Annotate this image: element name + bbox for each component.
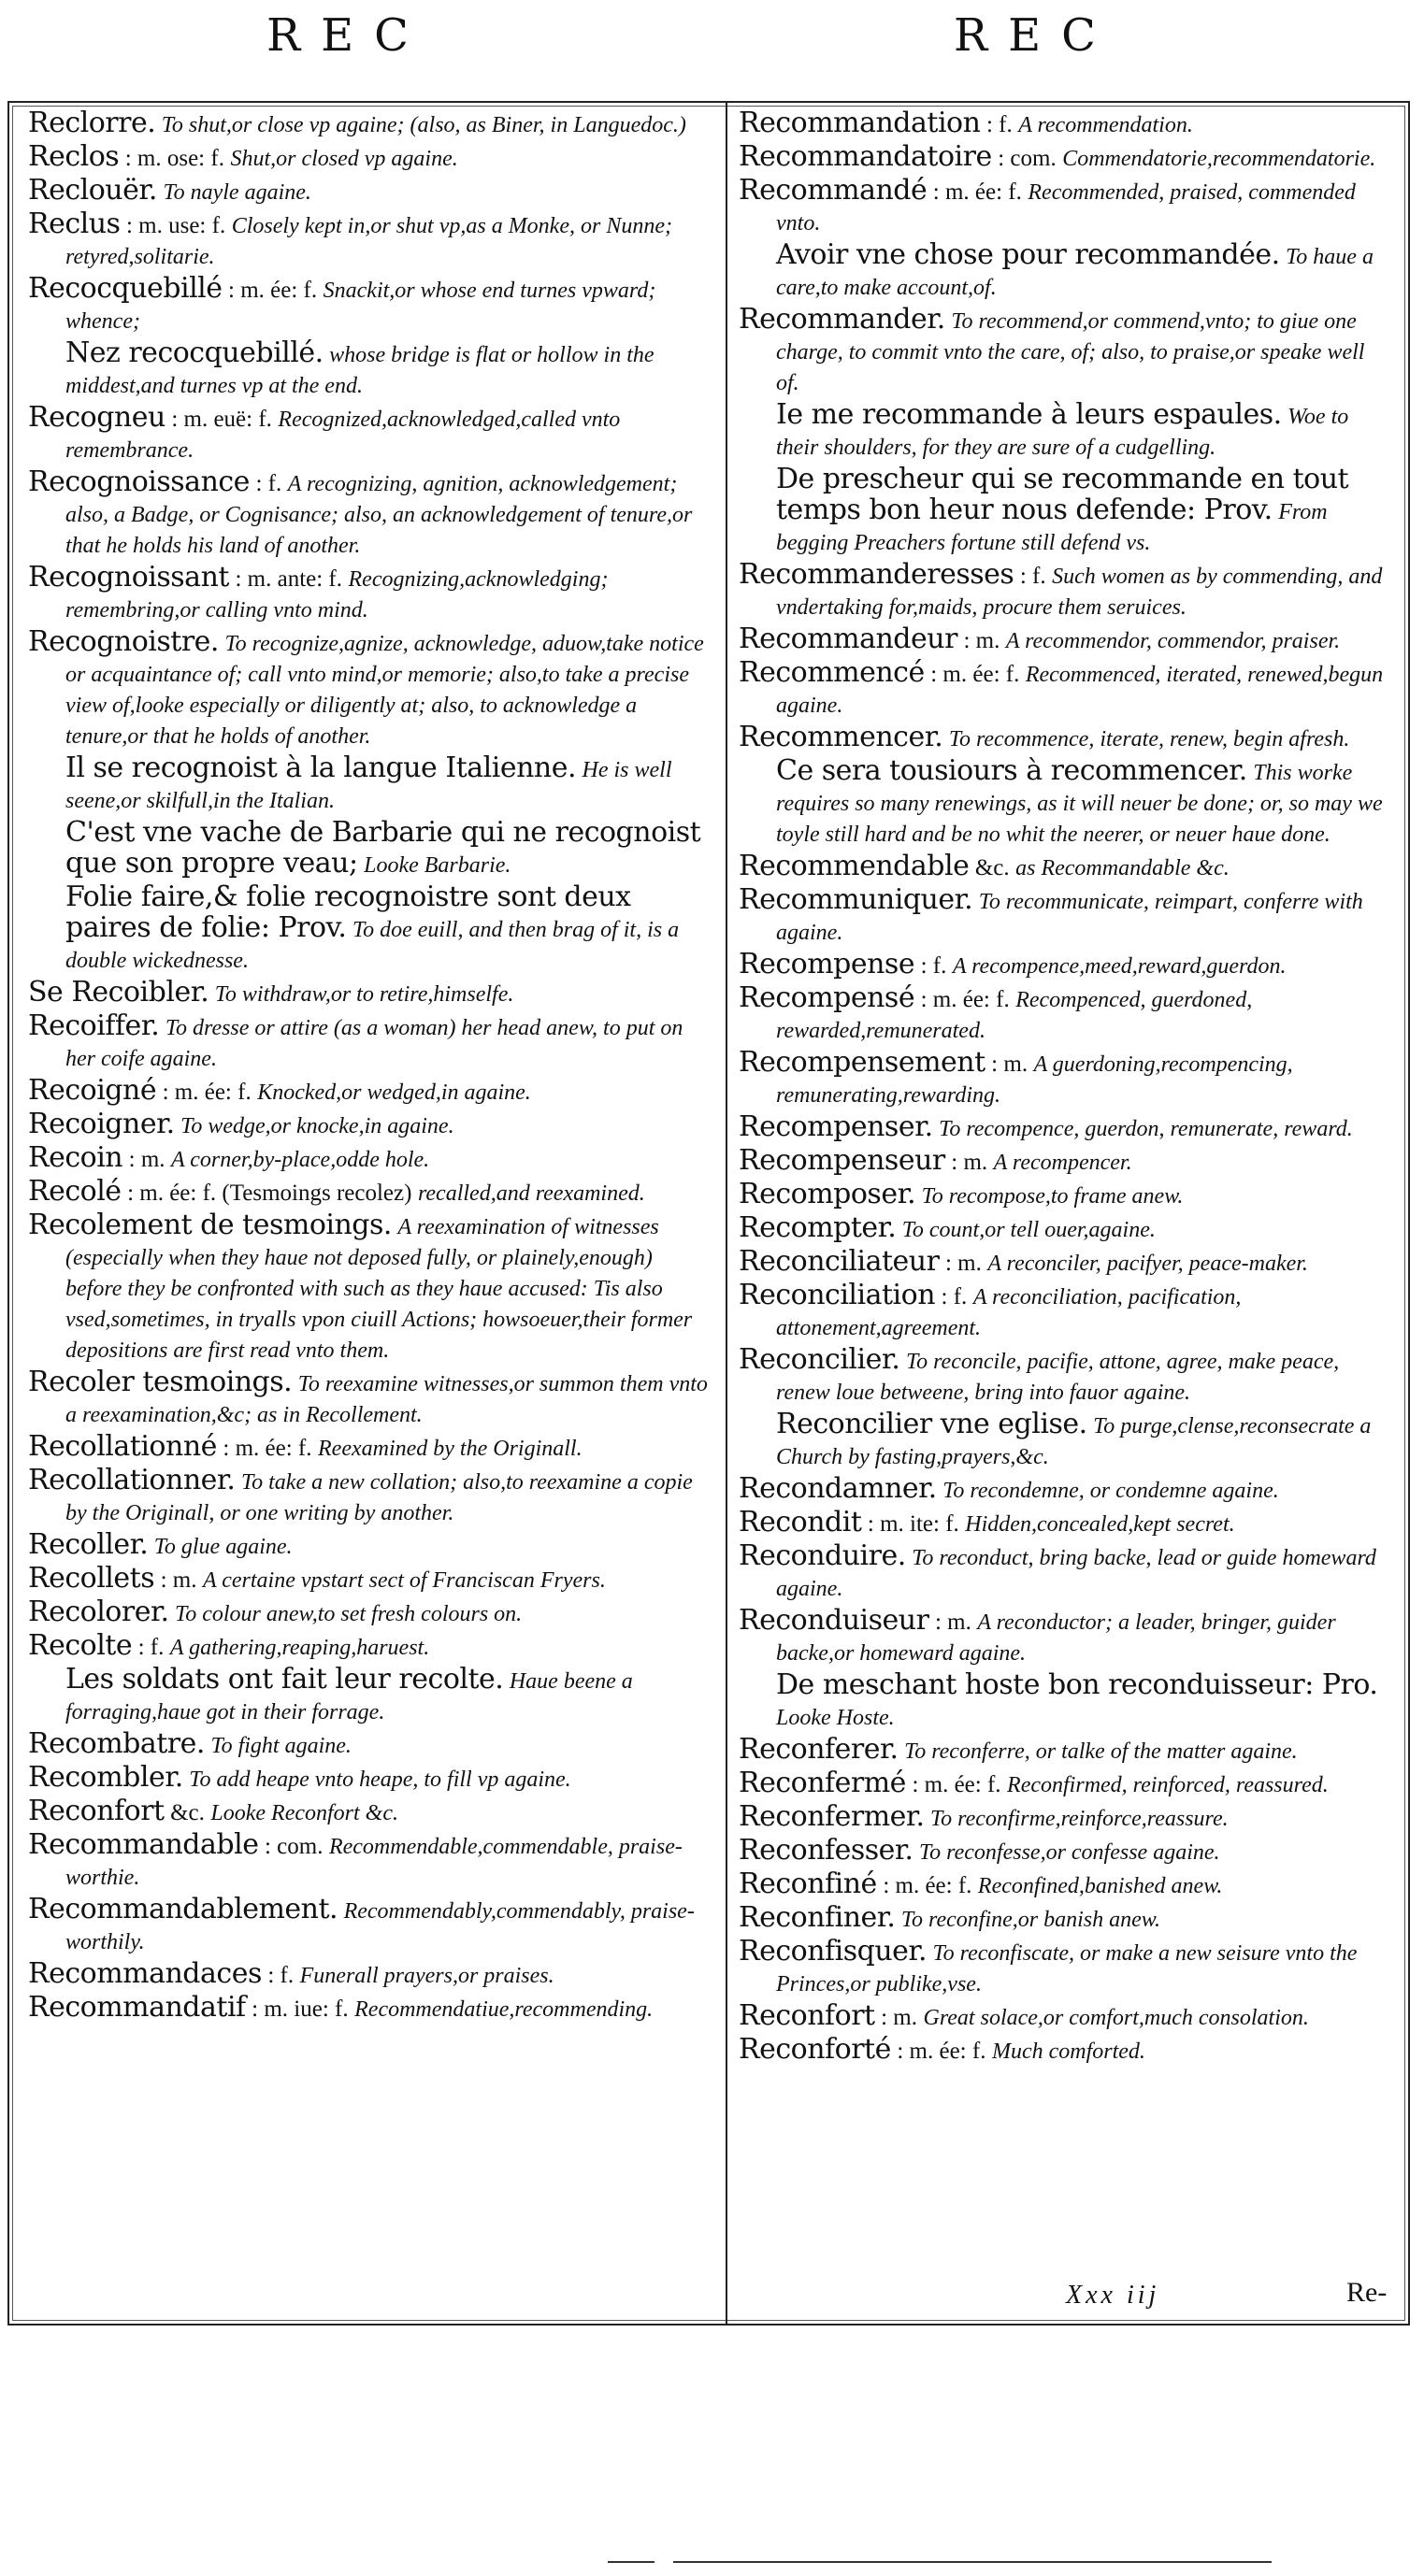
entry-definition: To doe euill, and then brag of it, is a double wickednesse. xyxy=(65,918,680,973)
header-right: REC xyxy=(954,9,1116,62)
entry-definition: Reexamined by the Originall. xyxy=(318,1437,583,1461)
entry-definition: To wedge,or knocke,in againe. xyxy=(180,1114,454,1138)
entry-headword: Recommencé xyxy=(739,656,925,689)
dictionary-entry xyxy=(739,2001,1393,2033)
dictionary-entry xyxy=(739,1869,1393,1901)
dictionary-entry xyxy=(739,1802,1393,1834)
entry-headword: Reconfermé xyxy=(739,1767,906,1799)
entry-definition: Recognized,acknowledged,called vnto remembrance. xyxy=(65,408,621,463)
dictionary-entry xyxy=(28,108,711,140)
entry-definition: To recommunicate, reimpart, conferre with againe. xyxy=(776,890,1363,945)
entry-definition: Recommendable,commendable, praise-worthie. xyxy=(65,1835,683,1890)
entry-definition: To reconcile, pacifie, attone, agree, make peace, renew loue betweene, bring into fauor againe. xyxy=(776,1350,1340,1405)
dictionary-entry xyxy=(28,563,711,625)
entry-definition: To reconferre, or talke of the matter againe. xyxy=(904,1739,1298,1764)
dictionary-entry xyxy=(28,467,711,561)
entry-grammar: : m. ée: f. xyxy=(228,278,318,303)
entry-definition: To dresse or attire (as a woman) her head anew, to put on her coife againe. xyxy=(65,1016,683,1071)
dictionary-entry xyxy=(28,274,711,336)
entry-headword: Recommandable xyxy=(28,1828,259,1861)
dictionary-entry xyxy=(739,983,1393,1046)
dictionary-entry xyxy=(28,1763,711,1795)
entry-headword: Reconfort xyxy=(739,1999,875,2032)
dictionary-entry xyxy=(28,1959,711,1991)
dictionary-entry xyxy=(28,1177,711,1209)
entry-definition: To recommence, iterate, renew, begin afresh. xyxy=(948,727,1350,751)
entry-definition: Woe to their shoulders, for they are sure of a cudgelling. xyxy=(776,405,1349,460)
entry-definition: Hidden,concealed,kept secret. xyxy=(965,1512,1235,1537)
entry-headword: Il se recognoist à la langue Italienne. xyxy=(65,751,577,784)
dictionary-entry xyxy=(739,2035,1393,2067)
entry-grammar: &c. xyxy=(170,1800,205,1825)
entry-grammar: : m. xyxy=(944,1251,982,1276)
entry-definition: To reconfine,or banish anew. xyxy=(900,1908,1161,1932)
entry-headword: Avoir vne chose pour recommandée. xyxy=(776,238,1280,271)
entry-definition: A reconciliation, pacification, attonement,agreement. xyxy=(776,1285,1242,1340)
entry-grammar: : f. xyxy=(137,1635,165,1660)
entry-definition: A reconciler, pacifyer, peace-maker. xyxy=(987,1252,1308,1276)
entry-definition: A certaine vpstart sect of Franciscan Fryers. xyxy=(203,1568,606,1593)
entry-headword: Recogneu xyxy=(28,401,165,434)
dictionary-entry xyxy=(739,1180,1393,1211)
entry-definition: Recommended, praised, commended vnto. xyxy=(776,180,1356,236)
entry-headword: Reconfiner. xyxy=(739,1901,896,1934)
entry-headword: Recollationner. xyxy=(28,1464,236,1496)
entry-grammar: : m. ée: f. xyxy=(897,2039,986,2064)
entry-definition: To fight againe. xyxy=(210,1734,352,1758)
entry-headword: Reconforté xyxy=(739,2033,891,2066)
dictionary-entry xyxy=(28,753,711,816)
dictionary-entry xyxy=(28,1466,711,1528)
entry-grammar: : m. ée: f. xyxy=(883,1873,972,1898)
entry-definition: To purge,clense,reconsecrate a Church by fasting,prayers,&c. xyxy=(776,1414,1372,1469)
dictionary-entry xyxy=(28,1665,711,1727)
dictionary-entry xyxy=(739,1146,1393,1178)
entry-definition: A corner,by-place,odde hole. xyxy=(171,1148,430,1172)
entry-definition: Knocked,or wedged,in againe. xyxy=(257,1080,531,1105)
running-header xyxy=(0,9,1424,75)
dictionary-entry xyxy=(739,624,1393,656)
entry-definition: To recognize,agnize, acknowledge, aduow,take notice or acquaintance of; call vnto mind,or memorie; also,to take a precise view of,looke especially or diligently at; also, to acknowledge a tenure,or that he holds of another. xyxy=(65,632,704,749)
entry-headword: Recompter. xyxy=(739,1211,897,1244)
entry-headword: Reconfesser. xyxy=(739,1834,913,1867)
entry-headword: De meschant hoste bon reconduisseur: Pro. xyxy=(776,1668,1378,1701)
entry-headword: Nez recocquebillé. xyxy=(65,336,324,369)
dictionary-entry xyxy=(28,1109,711,1141)
entry-headword: Recompensement xyxy=(739,1046,985,1079)
bottom-rule-left xyxy=(608,2561,654,2563)
dictionary-entry xyxy=(739,1670,1393,1733)
entry-definition: To recondemne, or condemne againe. xyxy=(942,1479,1279,1503)
entry-headword: Recommandeur xyxy=(739,623,957,655)
entry-grammar: : m. ite: f. xyxy=(867,1511,959,1537)
entry-grammar: : f. xyxy=(267,1963,295,1988)
entry-headword: Recoller. xyxy=(28,1528,149,1561)
dictionary-entry xyxy=(739,1508,1393,1539)
dictionary-entry xyxy=(739,1345,1393,1408)
dictionary-entry xyxy=(739,1735,1393,1767)
entry-grammar: : m. ose: f. xyxy=(124,146,224,171)
dictionary-entry xyxy=(739,1213,1393,1245)
dictionary-entry xyxy=(739,108,1393,140)
entry-definition: Such women as by commending, and vndertaking for,maids, procure them seruices. xyxy=(776,565,1383,620)
dictionary-entry xyxy=(28,818,711,880)
entry-definition: To shut,or close vp againe; (also, as Biner, in Languedoc.) xyxy=(161,113,686,137)
entry-definition: Great solace,or comfort,much consolation. xyxy=(923,2006,1309,2030)
entry-grammar: : m. iue: f. xyxy=(252,1996,349,2022)
entry-headword: Recocquebillé xyxy=(28,272,223,305)
dictionary-entry xyxy=(28,1631,711,1663)
entry-headword: Recombatre. xyxy=(28,1727,205,1760)
entry-definition: A reconductor; a leader, bringer, guider backe,or homeward againe. xyxy=(776,1610,1336,1666)
entry-headword: Recolement de tesmoings. xyxy=(28,1209,392,1241)
entry-definition: whose bridge is flat or hollow in the middest,and turnes vp at the end. xyxy=(65,343,654,398)
entry-headword: Ce sera tousiours à recommencer. xyxy=(776,754,1247,787)
entry-definition: Shut,or closed vp againe. xyxy=(230,147,458,171)
dictionary-entry xyxy=(739,176,1393,238)
entry-grammar: : f. xyxy=(941,1284,968,1309)
dictionary-entry xyxy=(28,1011,711,1074)
entry-grammar: : m. ée: f. xyxy=(223,1436,312,1461)
entry-definition: recalled,and reexamined. xyxy=(417,1181,645,1206)
entry-grammar: : m. euë: f. xyxy=(171,407,272,432)
entry-headword: Recondit xyxy=(739,1506,862,1538)
entry-headword: Recognoissance xyxy=(28,465,250,498)
entry-definition: A guerdoning,recompencing, remunerating,rewarding. xyxy=(776,1052,1293,1108)
entry-definition: Funerall prayers,or praises. xyxy=(299,1964,554,1988)
dictionary-entry xyxy=(739,1247,1393,1279)
dictionary-entry xyxy=(28,1210,711,1366)
dictionary-entry xyxy=(739,852,1393,883)
dictionary-entry xyxy=(28,1143,711,1175)
bottom-rule xyxy=(673,2561,1272,2563)
entry-grammar: : com. xyxy=(264,1834,324,1859)
dictionary-entry xyxy=(739,1112,1393,1144)
dictionary-entry xyxy=(739,1836,1393,1868)
column-divider xyxy=(726,101,727,2326)
entry-definition: Reconfirmed, reinforced, reassured. xyxy=(1007,1773,1329,1797)
entry-headword: Recoigner. xyxy=(28,1108,175,1140)
signature-mark: Xxx iij xyxy=(1066,2281,1160,2310)
entry-definition: A reexamination of witnesses (especially when they haue not deposed fully, or plainely,enough) before they be confronted with such as they haue accused: Tis also vsed,sometimes, in tryalls vpon ciuill Actions; howsoeuer,their former depositions are first read vnto them. xyxy=(65,1215,693,1363)
dictionary-entry xyxy=(28,1367,711,1430)
dictionary-entry xyxy=(739,1541,1393,1604)
entry-definition: To nayle againe. xyxy=(163,180,311,205)
entry-grammar: : m. xyxy=(991,1052,1028,1077)
entry-definition: as Recommandable &c. xyxy=(1015,856,1230,880)
dictionary-entry xyxy=(28,627,711,751)
entry-definition: Haue beene a forraging,haue got in their forrage. xyxy=(65,1669,633,1724)
entry-definition: To recompose,to frame anew. xyxy=(921,1184,1184,1209)
entry-definition: He is well seene,or skilfull,in the Italian. xyxy=(65,758,672,813)
entry-headword: Se Recoibler. xyxy=(28,976,209,1009)
entry-grammar: : m. ée: f. xyxy=(932,179,1022,205)
entry-headword: Les soldats ont fait leur recolte. xyxy=(65,1663,504,1696)
dictionary-entry xyxy=(28,403,711,465)
entry-definition: To reconfesse,or confesse againe. xyxy=(919,1840,1220,1865)
entry-grammar: : m. xyxy=(881,2005,917,2030)
dictionary-entry xyxy=(739,1606,1393,1668)
dictionary-entry xyxy=(739,1937,1393,1999)
dictionary-entry xyxy=(739,1768,1393,1800)
entry-grammar: : m. ante: f. xyxy=(235,566,343,592)
entry-definition: To withdraw,or to retire,himselfe. xyxy=(214,982,514,1007)
entry-definition: A recommendor, commendor, praiser. xyxy=(1005,629,1341,653)
dictionary-entry xyxy=(739,658,1393,721)
entry-headword: Reclos xyxy=(28,140,120,173)
entry-definition: Commendatorie,recommendatorie. xyxy=(1062,147,1376,171)
dictionary-entry xyxy=(28,142,711,174)
dictionary-entry xyxy=(28,1830,711,1893)
entry-headword: Recognoissant xyxy=(28,561,229,594)
entry-headword: Recommandaces xyxy=(28,1957,262,1990)
entry-headword: Reclus xyxy=(28,208,121,240)
entry-grammar: : f. xyxy=(920,953,947,979)
dictionary-entry xyxy=(739,1048,1393,1110)
entry-headword: Recommandatif xyxy=(28,1991,246,2024)
dictionary-entry xyxy=(28,1729,711,1761)
dictionary-entry xyxy=(739,885,1393,948)
header-left: REC xyxy=(266,9,429,62)
entry-definition: Much comforted. xyxy=(991,2039,1145,2064)
entry-headword: Reconcilier. xyxy=(739,1343,900,1376)
entry-definition: Recompenced, guerdoned, rewarded,remunerated. xyxy=(776,988,1253,1043)
entry-headword: Reconfiné xyxy=(739,1868,877,1900)
entry-headword: De prescheur qui se recommande en tout temps bon heur nous defende: Prov. xyxy=(776,463,1349,526)
entry-definition: Snackit,or whose end turnes vpward; whence; xyxy=(65,279,656,334)
entry-definition: Closely kept in,or shut vp,as a Monke, or Nunne; retyred,solitarie. xyxy=(65,214,672,269)
dictionary-entry xyxy=(739,400,1393,463)
entry-grammar: : m. ée: f. (Tesmoings recolez) xyxy=(127,1181,412,1206)
entry-definition: Recommenced, iterated, renewed,begun againe. xyxy=(776,663,1384,718)
entry-headword: Reconfisquer. xyxy=(739,1935,927,1968)
entry-definition: To glue againe. xyxy=(153,1535,293,1559)
entry-definition: To reconfiscate, or make a new seisure vnto the Princes,or publike,vse. xyxy=(776,1941,1358,1996)
entry-grammar: : m. use: f. xyxy=(125,213,226,238)
dictionary-entry xyxy=(739,560,1393,623)
entry-headword: Recommandablement. xyxy=(28,1893,338,1925)
entry-definition: To add heape vnto heape, to fill vp againe. xyxy=(189,1767,571,1792)
dictionary-entry xyxy=(28,978,711,1009)
entry-definition: Looke Reconfort &c. xyxy=(210,1801,399,1825)
entry-headword: Reconciliateur xyxy=(739,1245,940,1278)
entry-headword: Recompenser. xyxy=(739,1110,933,1143)
entry-grammar: : com. xyxy=(998,146,1057,171)
entry-grammar: : m. ée: f. xyxy=(920,987,1010,1012)
entry-definition: From begging Preachers fortune still defend vs. xyxy=(776,500,1328,555)
entry-grammar: : m. xyxy=(934,1610,971,1635)
entry-headword: Recollationné xyxy=(28,1430,217,1463)
dictionary-entry xyxy=(28,1564,711,1596)
dictionary-entry xyxy=(28,1895,711,1957)
entry-grammar: : m. ée: f. xyxy=(930,662,1020,687)
dictionary-entry xyxy=(739,240,1393,303)
entry-headword: Recombler. xyxy=(28,1761,183,1794)
entry-headword: Reconferer. xyxy=(739,1733,899,1766)
entry-headword: Recompensé xyxy=(739,981,915,1014)
dictionary-entry xyxy=(739,1474,1393,1506)
entry-definition: A recognizing, agnition, acknowledgement; also, a Badge, or Cognisance; also, an acknowledgement of tenure,or that he holds his land of another. xyxy=(65,472,693,558)
dictionary-entry xyxy=(28,338,711,401)
entry-headword: Reconduire. xyxy=(739,1539,906,1572)
entry-headword: Recommandation xyxy=(739,107,981,139)
entry-grammar: : m. xyxy=(951,1150,988,1175)
entry-headword: Folie faire,& folie recognoistre sont deux paires de folie: Prov. xyxy=(65,880,631,944)
entry-grammar: : m. xyxy=(160,1567,197,1593)
entry-definition: A recommendation. xyxy=(1018,113,1193,137)
entry-headword: Recolte xyxy=(28,1629,133,1662)
entry-headword: Reclorre. xyxy=(28,107,156,139)
dictionary-entry xyxy=(739,1281,1393,1343)
entry-headword: Recommendable xyxy=(739,850,970,882)
dictionary-entry xyxy=(28,209,711,272)
entry-definition: A recompencer. xyxy=(993,1151,1132,1175)
entry-headword: Recognoistre. xyxy=(28,625,219,658)
catchword: Re- xyxy=(1346,2277,1388,2308)
entry-headword: Reconduiseur xyxy=(739,1604,929,1637)
entry-headword: Recommanderesses xyxy=(739,558,1014,591)
dictionary-entry xyxy=(739,142,1393,174)
dictionary-entry xyxy=(28,1796,711,1828)
entry-grammar: : m. xyxy=(963,628,1000,653)
entry-headword: Recomposer. xyxy=(739,1178,916,1210)
entry-headword: Recommuniquer. xyxy=(739,883,973,916)
entry-headword: C'est vne vache de Barbarie qui ne recognoist que son propre veau; xyxy=(65,816,701,880)
entry-definition: A recompence,meed,reward,guerdon. xyxy=(952,954,1287,979)
entry-headword: Recommencer. xyxy=(739,721,943,753)
left-column xyxy=(28,108,711,2026)
entry-definition: To count,or tell ouer,againe. xyxy=(901,1218,1156,1242)
entry-definition: To reconduct, bring backe, lead or guide homeward againe. xyxy=(776,1546,1376,1601)
dictionary-entry xyxy=(28,176,711,208)
entry-definition: A gathering,reaping,haruest. xyxy=(169,1636,430,1660)
dictionary-entry xyxy=(739,950,1393,981)
dictionary-entry xyxy=(28,1076,711,1108)
entry-grammar: : m. ée: f. xyxy=(162,1080,252,1105)
dictionary-entry xyxy=(28,1993,711,2025)
entry-grammar: : f. xyxy=(255,471,282,496)
entry-definition: Recommendatiue,recommending. xyxy=(354,1997,654,2022)
entry-headword: Recompense xyxy=(739,948,915,980)
entry-grammar: : m. ée: f. xyxy=(912,1772,1001,1797)
entry-definition: Looke Hoste. xyxy=(776,1706,895,1730)
entry-grammar: : m. xyxy=(128,1147,165,1172)
entry-headword: Reclouër. xyxy=(28,174,157,207)
entry-definition: To recommend,or commend,vnto; to giue one charge, to commit vnto the care, of; also, to praise,or speake well of. xyxy=(776,309,1365,395)
entry-definition: Recommendably,commendably, praise-worthily. xyxy=(65,1899,695,1954)
right-column xyxy=(739,108,1393,2068)
entry-headword: Reconciliation xyxy=(739,1279,936,1311)
entry-definition: To reconfirme,reinforce,reassure. xyxy=(930,1807,1229,1831)
dictionary-entry xyxy=(28,882,711,976)
entry-definition: To recompence, guerdon, remunerate, reward. xyxy=(939,1117,1353,1141)
entry-headword: Recoiffer. xyxy=(28,1009,160,1042)
entry-definition: To haue a care,to make account,of. xyxy=(776,245,1374,300)
entry-definition: To take a new collation; also,to reexamine a copie by the Originall, or one writing by another. xyxy=(65,1470,693,1525)
entry-definition: This worke requires so many renewings, as it will neuer be done; or, so may we toyle still hard and be no whit the neerer, or neuer haue done. xyxy=(776,761,1383,847)
entry-definition: To colour anew,to set fresh colours on. xyxy=(175,1602,523,1626)
entry-headword: Recoin xyxy=(28,1141,123,1174)
dictionary-entry xyxy=(739,756,1393,850)
entry-headword: Ie me recommande à leurs espaules. xyxy=(776,398,1282,431)
entry-grammar: &c. xyxy=(974,855,1010,880)
entry-headword: Recondamner. xyxy=(739,1472,937,1505)
entry-headword: Recolé xyxy=(28,1175,122,1208)
dictionary-entry xyxy=(28,1597,711,1629)
dictionary-entry xyxy=(28,1530,711,1562)
entry-definition: To reexamine witnesses,or summon them vnto a reexamination,&c; as in Recollement. xyxy=(65,1372,708,1427)
entry-headword: Recoigné xyxy=(28,1074,157,1107)
entry-headword: Recolorer. xyxy=(28,1596,169,1628)
entry-headword: Recommander. xyxy=(739,303,945,336)
entry-headword: Reconfermer. xyxy=(739,1800,925,1833)
entry-headword: Recommandé xyxy=(739,174,928,207)
entry-definition: Looke Barbarie. xyxy=(364,853,511,878)
entry-headword: Recollets xyxy=(28,1562,155,1595)
dictionary-entry xyxy=(28,1432,711,1464)
entry-headword: Recommandatoire xyxy=(739,140,992,173)
dictionary-entry xyxy=(739,465,1393,558)
dictionary-entry xyxy=(739,1903,1393,1935)
dictionary-entry xyxy=(739,1410,1393,1472)
entry-headword: Recompenseur xyxy=(739,1144,945,1177)
dictionary-entry xyxy=(739,305,1393,398)
dictionary-entry xyxy=(739,723,1393,754)
entry-headword: Reconfort xyxy=(28,1795,165,1827)
entry-headword: Reconcilier vne eglise. xyxy=(776,1408,1087,1440)
entry-definition: Recognizing,acknowledging; remembring,or calling vnto mind. xyxy=(65,567,609,623)
entry-grammar: : f. xyxy=(1019,564,1046,589)
entry-definition: Reconfined,banished anew. xyxy=(977,1874,1223,1898)
entry-grammar: : f. xyxy=(985,112,1013,137)
entry-headword: Recoler tesmoings. xyxy=(28,1366,293,1398)
